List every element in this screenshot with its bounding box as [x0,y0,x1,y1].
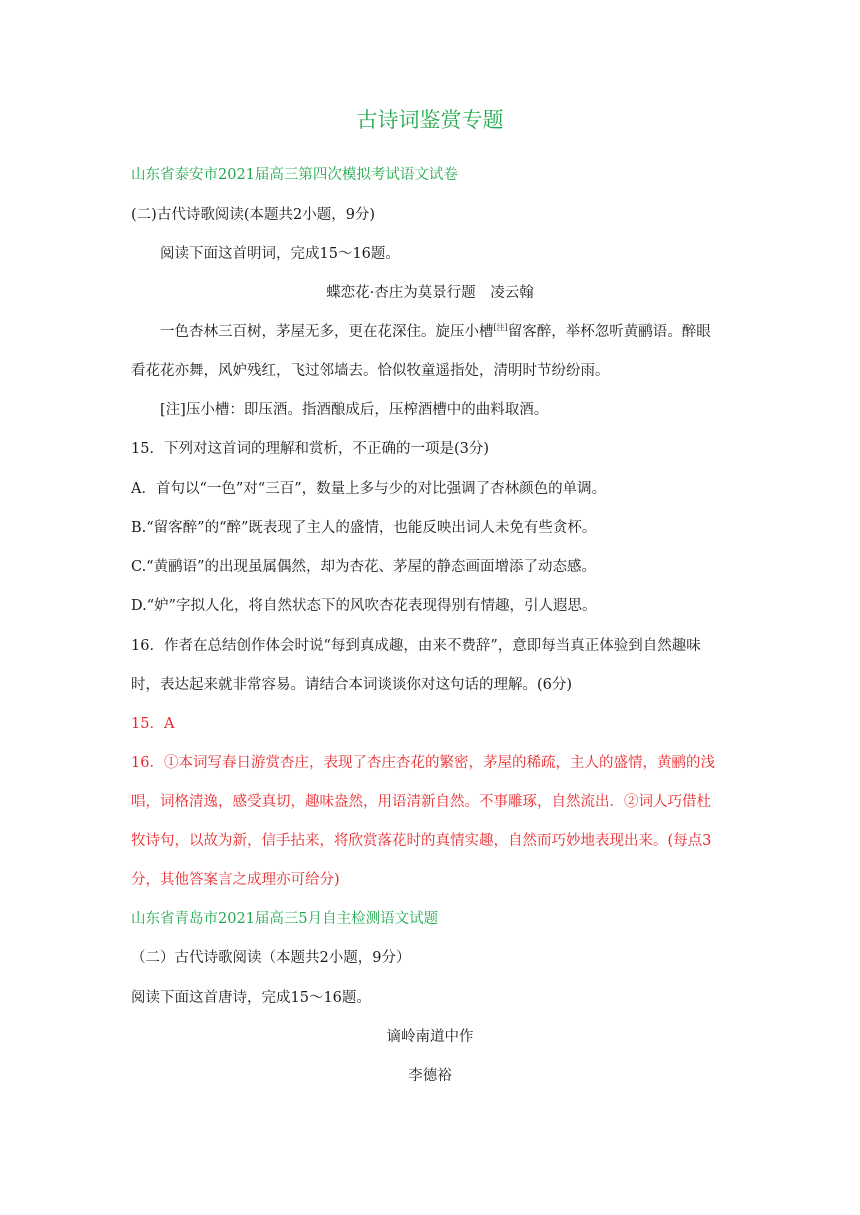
option-c: C.“黄鹂语”的出现虽属偶然，却为杏花、茅屋的静态画面增添了动态感。 [131,559,597,575]
section1-source: 山东省泰安市2021届高三第四次模拟考试语文试卷 [131,167,458,183]
poem-line-1 [160,322,711,342]
page-title: 古诗词鉴赏专题 [356,108,504,132]
section2-part-heading: （二）古代诗歌阅读（本题共2小题，9分） [131,950,411,966]
question-16-line-1: 16．作者在总结创作体会时说“每到真成趣，由来不费辞”，意即每当真正体验到自然趣味 [131,638,701,654]
poem-line-2: 看花花亦舞，风妒残红，飞过邻墙去。恰似牧童遥指处，清明时节纷纷雨。 [131,363,610,379]
answer-16-line-2: 唱，词格清逸，感受真切，趣味盎然，用语清新自然。不事雕琢，自然流出．②词人巧借杜 [131,794,711,810]
answer-16-line-4: 分，其他答案言之成理亦可给分) [131,872,340,888]
section1-poem-title: 蝶恋花·杏庄为莫景行题 凌云翰 [326,285,534,301]
poem-line-1-part-a: 一色杏林三百树，茅屋无多，更在花深住。旋压小槽 [160,324,494,340]
section2-source: 山东省青岛市2021届高三5月自主检测语文试题 [131,911,439,927]
question-16-line-2: 时，表达起来就非常容易。请结合本词谈谈你对这句话的理解。(6分) [131,677,573,693]
option-a: A．首句以“一色”对“三百”，数量上多与少的对比强调了杏林颜色的单调。 [131,481,607,497]
poem-line-1-part-b: 留客醉，举杯忽听黄鹂语。醉眼 [507,324,711,340]
poem-note: [注]压小槽：即压酒。指酒酿成后，压榨酒槽中的曲料取酒。 [160,402,549,418]
section2-poem-title: 谪岭南道中作 [386,1029,474,1045]
option-d: D.“妒”字拟人化，将自然状态下的风吹杏花表现得别有情趣，引人遐思。 [131,598,597,614]
section2-poem-author: 李德裕 [408,1068,452,1084]
poem-note-mark: [注] [493,323,508,333]
answer-15: 15．A [131,716,175,732]
answer-16-line-1: 16．①本词写春日游赏杏庄，表现了杏庄杏花的繁密，茅屋的稀疏，主人的盛情，黄鹂的浅 [131,755,715,771]
option-b: B.“留客醉”的“醉”既表现了主人的盛情，也能反映出词人未免有些贪杯。 [131,520,597,536]
section1-part-heading: (二)古代诗歌阅读(本题共2小题，9分) [131,207,376,223]
section1-instruction: 阅读下面这首明词，完成15～16题。 [160,246,400,262]
question-15: 15．下列对这首词的理解和赏析，不正确的一项是(3分) [131,441,489,457]
section2-instruction: 阅读下面这首唐诗，完成15～16题。 [131,990,371,1006]
answer-16-line-3: 牧诗句，以故为新，信手拈来，将欣赏落花时的真情实趣，自然而巧妙地表现出来。(每点3 [131,833,712,849]
